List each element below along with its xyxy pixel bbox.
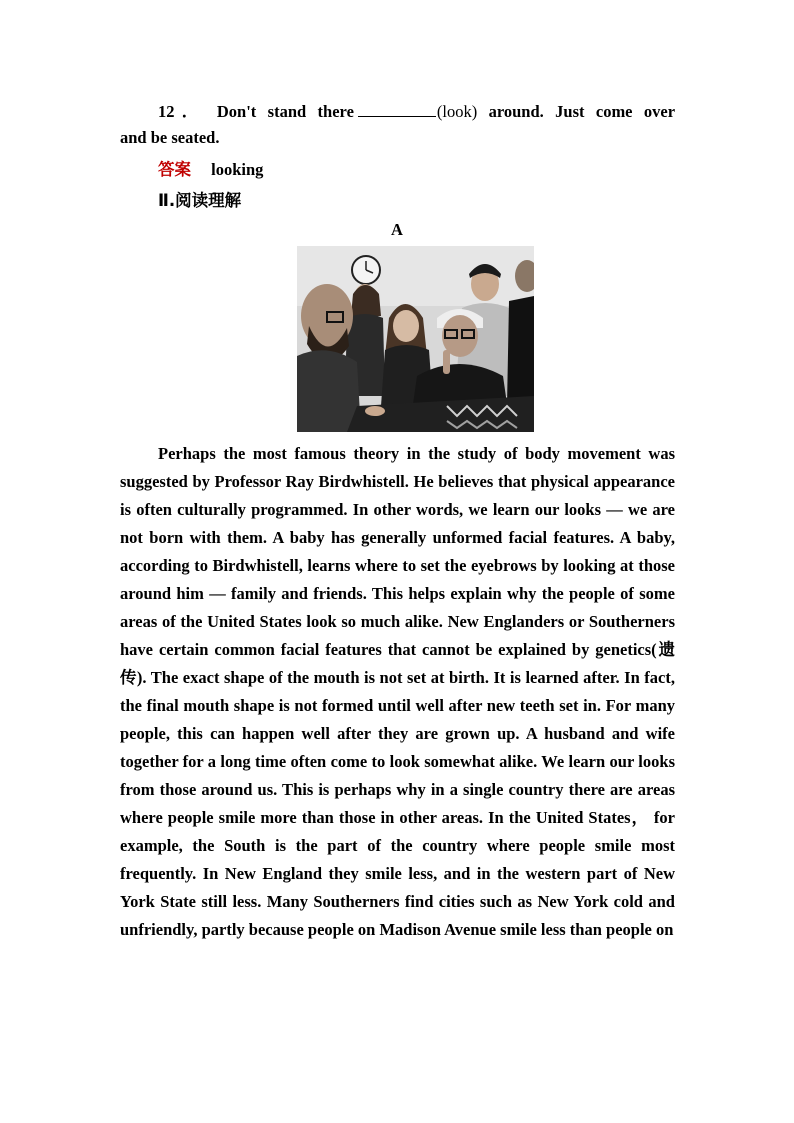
answer-value: looking (211, 160, 264, 179)
passage-paragraph: Perhaps the most famous theory in the study of body movement was suggested by Professor Ray Birdwhistell. He believes that physical appearance is often culturally programmed. In other words, we learn our looks — we are not born with them. A baby has generally unformed facial features. A baby, according to Birdwhistell, learns where to set the eyebrows by looking at those around him — family and friends. This helps explain why the people of some areas of the United States look so much alike. New Englanders or Southerners have certain common facial features that cannot be explained by genetics(遗传). The exact shape of the mouth is not set at birth. It is learned after. In fact, the final mouth shape is not formed until well after new teeth set in. For many people, this can happen well after they are grown up. A husband and wife together for a long time often come to look somewhat alike. We learn our looks from those around us. This is perhaps why in a single country there are areas where people smile more than those in other areas. In the United States， for example, the South is the part of the country where people smile most frequently. In New England they smile less, and in the western part of New York State still less. Many Southerners find cities such as New York cold and unfriendly, partly because people on Madison Avenue smile less than people on (120, 444, 675, 939)
passage-label: A (391, 220, 403, 239)
answer-label: 答案 (158, 160, 191, 179)
question-12-line2: and be seated. (120, 128, 220, 147)
section-heading: Ⅱ.阅读理解 (158, 191, 242, 210)
question-hint: (look) (436, 102, 478, 121)
answer-blank (358, 102, 436, 117)
photo-of-professor-with-students (297, 246, 534, 432)
question-text-before: Don't stand there (216, 102, 354, 121)
answer-row (158, 156, 263, 180)
question-12-line1 (158, 98, 675, 122)
question-number: 12． (158, 102, 206, 121)
question-text-after: around. Just come over (488, 102, 676, 121)
